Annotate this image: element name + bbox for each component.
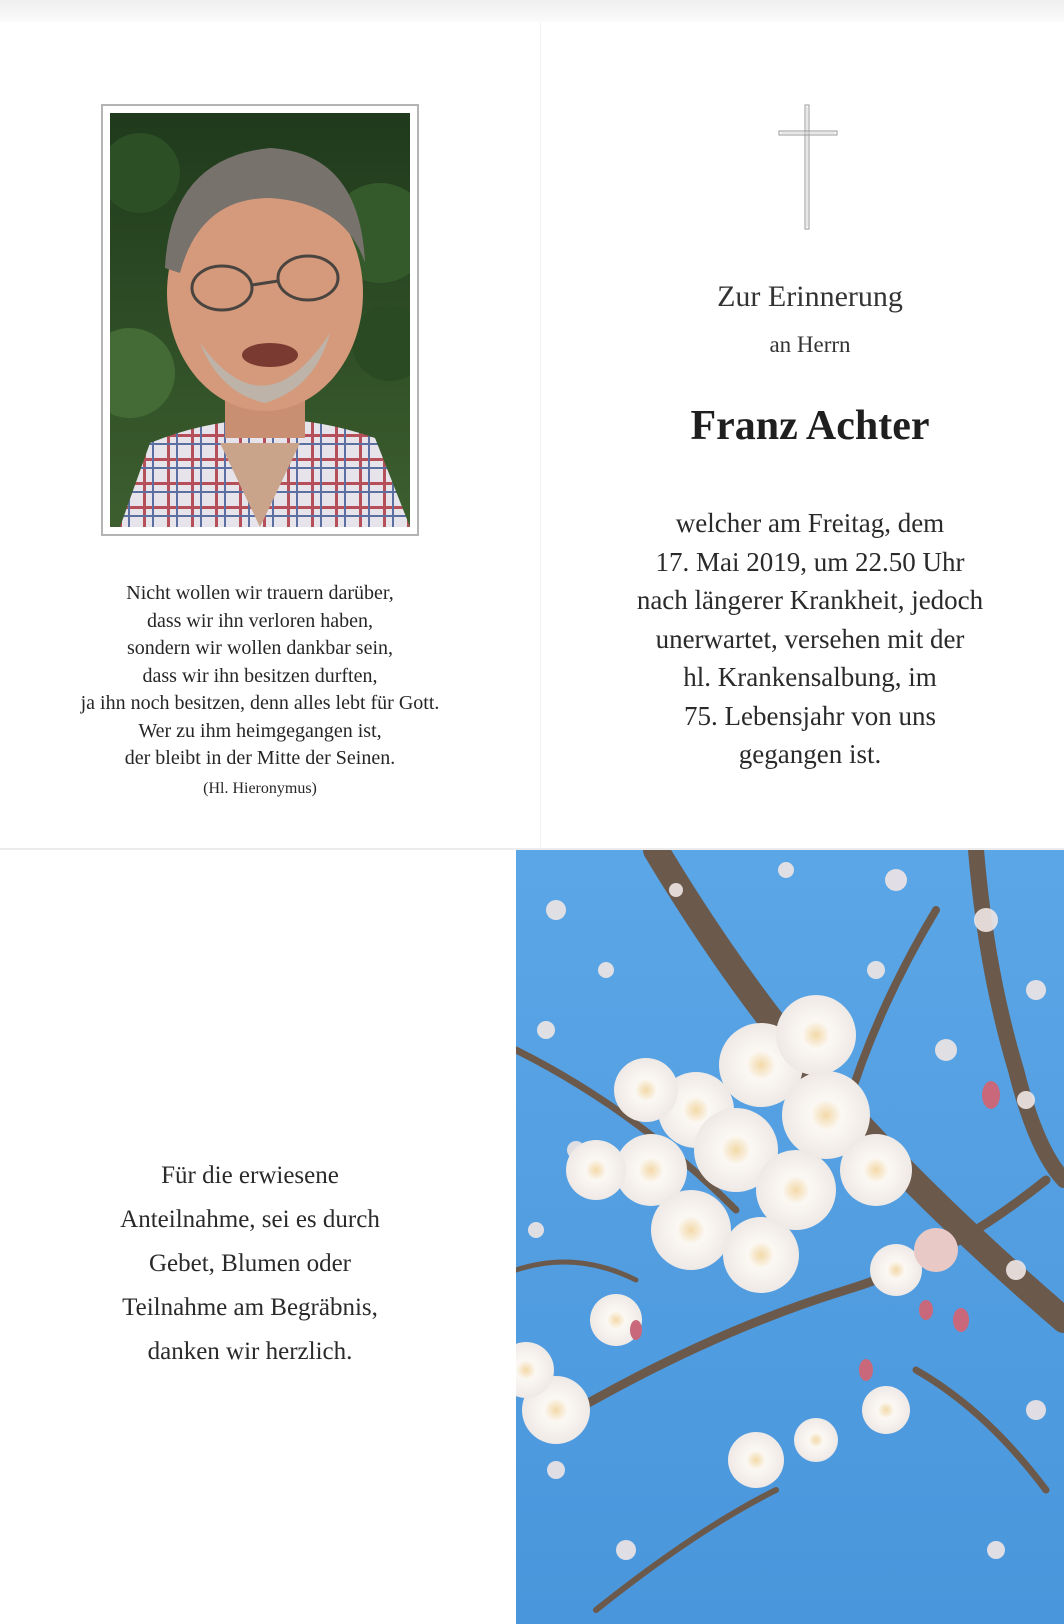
death-notice-line: 17. Mai 2019, um 22.50 Uhr [655, 546, 965, 577]
death-notice-line: 75. Lebensjahr von uns [684, 700, 936, 731]
thanks-text [40, 1154, 460, 1374]
prayer-line: Wer zu ihm heimgegangen ist, [138, 719, 382, 742]
death-notice-line: hl. Krankensalbung, im [683, 662, 937, 692]
prayer-text [30, 580, 490, 802]
prayer-line: ja ihn noch besitzen, denn alles lebt für Gott. [80, 692, 440, 714]
panel-divider [540, 22, 541, 848]
death-notice-line: unerwartet, versehen mit der [655, 623, 965, 654]
cherry-blossom-image [516, 850, 1064, 1624]
scan-top-shadow [0, 0, 1064, 22]
prayer-line: dass wir ihn verloren haben, [146, 609, 374, 632]
portrait-frame [101, 104, 419, 536]
thanks-line: Teilnahme am Begräbnis, [122, 1294, 378, 1321]
death-notice-line: gegangen ist. [738, 739, 882, 769]
death-notice-line: welcher am Freitag, dem [675, 508, 945, 538]
death-notice [560, 504, 1060, 774]
prayer-line: der bleibt in der Mitte der Seinen. [124, 747, 396, 769]
thanks-line: Gebet, Blumen oder [148, 1250, 352, 1277]
death-notice-line: nach längerer Krankheit, jedoch [636, 585, 984, 615]
memorial-salutation: an Herrn [769, 332, 851, 357]
memorial-heading: Zur Erinnerung [717, 280, 903, 313]
cross-icon [778, 103, 838, 231]
deceased-name: Franz Achter [690, 403, 930, 449]
thanks-line: danken wir herzlich. [147, 1338, 353, 1365]
thanks-line: Anteilnahme, sei es durch [120, 1206, 380, 1233]
prayer-attribution: (Hl. Hieronymus) [203, 779, 317, 797]
prayer-line: dass wir ihn besitzen durften, [142, 664, 378, 687]
portrait-photo [110, 113, 410, 527]
thanks-line: Für die erwiesene [161, 1162, 339, 1189]
prayer-line: sondern wir wollen dankbar sein, [126, 637, 394, 659]
prayer-line: Nicht wollen wir trauern darüber, [126, 582, 394, 604]
